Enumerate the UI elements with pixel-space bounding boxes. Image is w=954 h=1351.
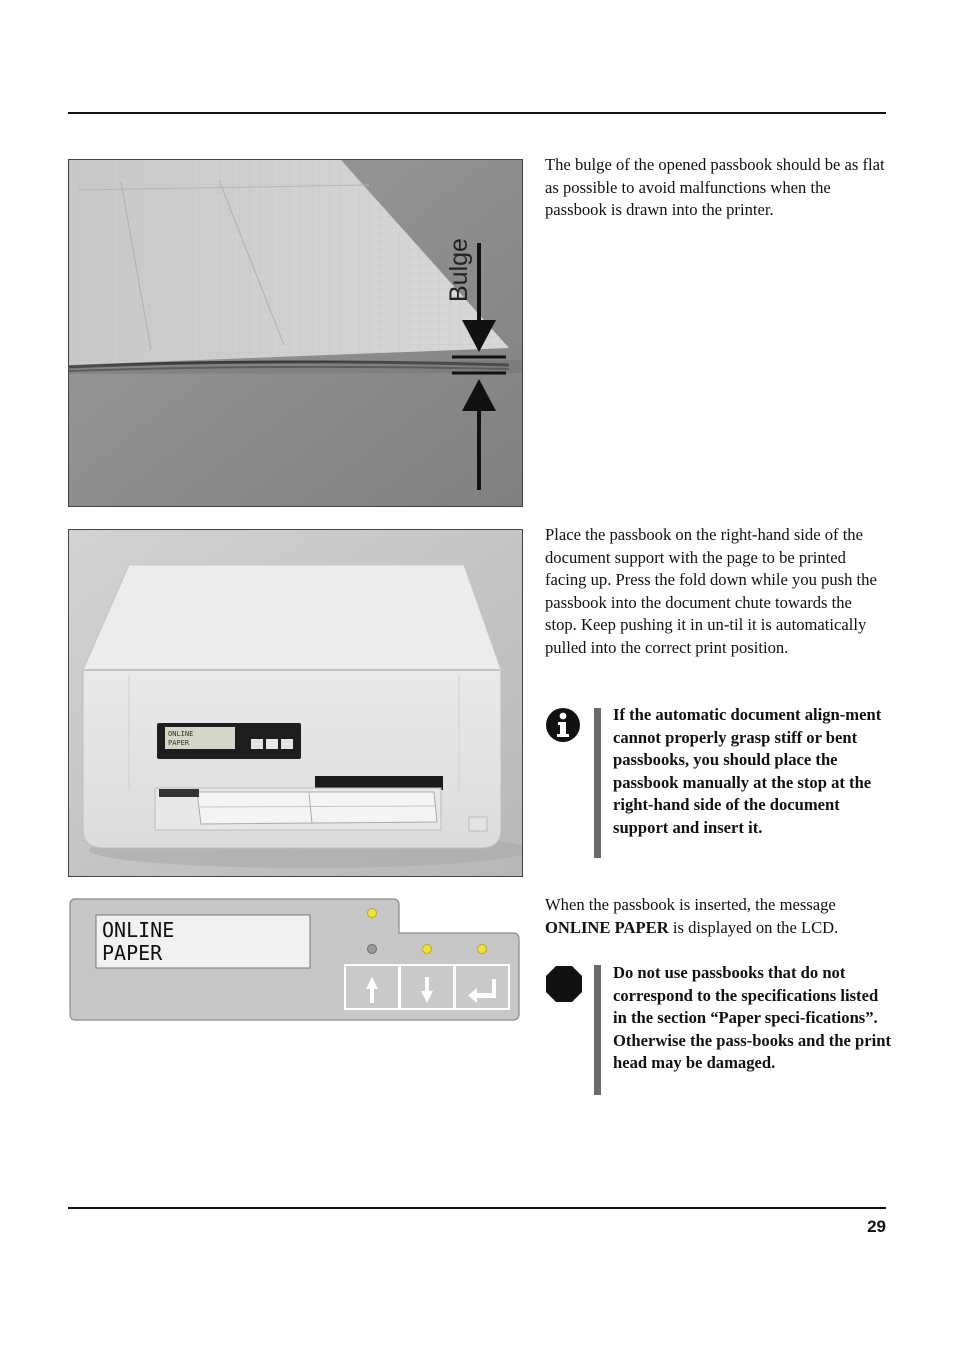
printer-photo — [68, 529, 523, 877]
warning-note-text: Do not use passbooks that do not correspond to the specifications listed in the section “Paper speci-fications”. Otherwise the pass-books and the print head may be damaged. — [613, 963, 891, 1073]
lcd-line1: ONLINE — [102, 918, 175, 942]
lcd-line2: PAPER — [102, 941, 163, 965]
printer-lcd-line2: PAPER — [168, 739, 190, 747]
led-online — [368, 909, 377, 918]
inserted-paragraph-after: is displayed on the LCD. — [672, 917, 839, 937]
up-arrow-button[interactable] — [345, 965, 399, 1009]
down-arrow-button[interactable] — [400, 965, 454, 1009]
control-panel-illustration — [69, 897, 521, 1022]
header-rule — [68, 112, 886, 114]
led-off — [368, 945, 377, 954]
warning-note-bar — [594, 965, 601, 1095]
placement-paragraph: Place the passbook on the right-hand side of the document support with the page to be printed facing up. Press the fold down while you push the passbook into the document chute towards the stop. Keep pushing it in un-til it is automatically pulled into the correct print position. — [545, 525, 877, 657]
online-paper-message: ONLINE PAPER — [545, 917, 669, 937]
info-note-bar — [594, 708, 601, 858]
passbook-bulge-photo — [68, 159, 523, 507]
footer-rule — [68, 1207, 886, 1209]
led-down — [423, 945, 432, 954]
page-number: 29 — [867, 1217, 886, 1236]
printer-lcd-line1: ONLINE — [168, 730, 194, 738]
led-enter — [478, 945, 487, 954]
stop-icon — [545, 965, 583, 1003]
info-note-text: If the automatic document align-ment cannot properly grasp stiff or bent passbooks, you should place the passbook manually at the stop at the right-hand side of the document support and insert it. — [613, 705, 882, 837]
inserted-paragraph — [545, 894, 887, 939]
info-icon — [545, 707, 581, 743]
enter-button[interactable] — [455, 965, 509, 1009]
bulge-label: Bulge — [445, 238, 473, 302]
bulge-paragraph: The bulge of the opened passbook should be as flat as possible to avoid malfunctions when the passbook is drawn into the printer. — [545, 155, 885, 220]
inserted-paragraph-before: When the passbook is inserted, the message — [545, 895, 836, 914]
